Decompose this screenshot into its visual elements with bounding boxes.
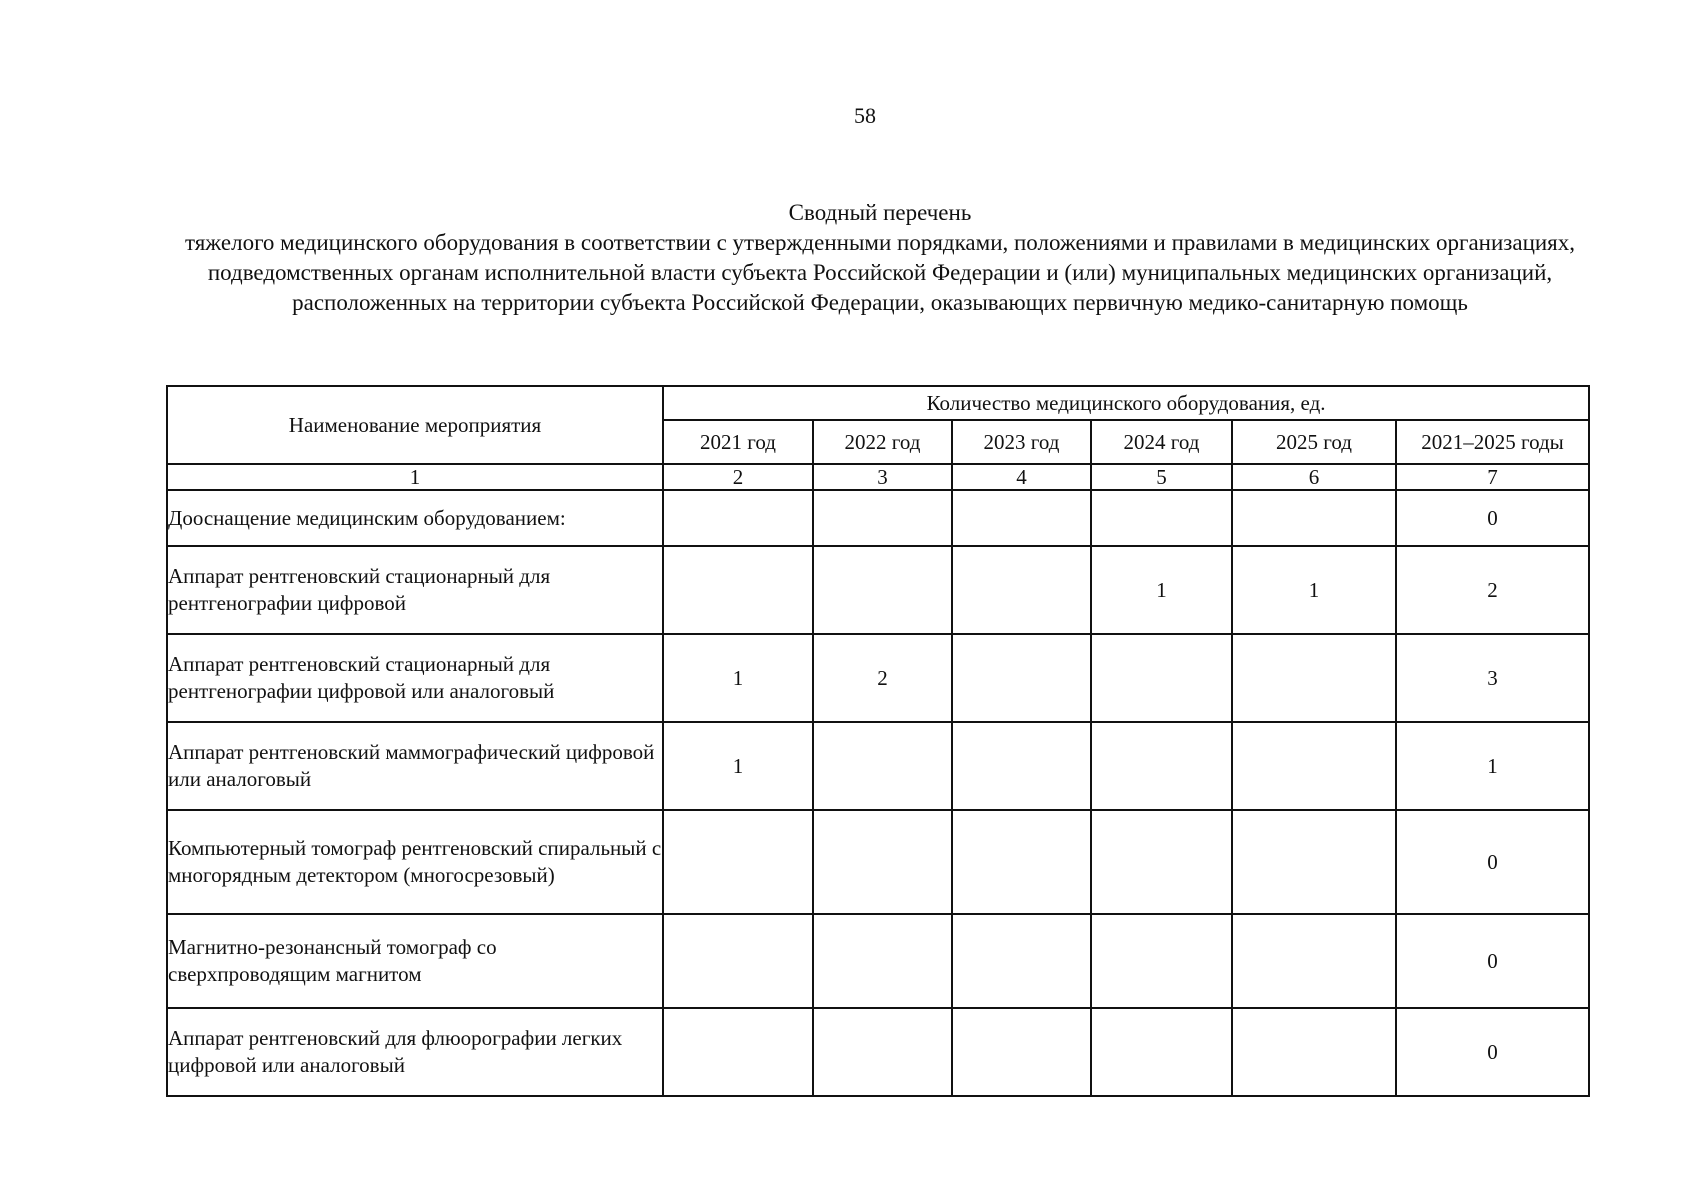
table-row	[167, 1008, 1589, 1096]
cell-total: 2	[1396, 546, 1589, 634]
row-name: Аппарат рентгеновский маммографический цифровой или аналоговый	[167, 722, 663, 810]
table-row	[167, 810, 1589, 914]
cell-2022	[813, 546, 952, 634]
cell-2023	[952, 546, 1091, 634]
cell-2023	[952, 722, 1091, 810]
cell-2024: 1	[1091, 546, 1232, 634]
cell-2022: 2	[813, 634, 952, 722]
row-name: Дооснащение медицинским оборудованием:	[167, 490, 663, 546]
cell-total: 0	[1396, 1008, 1589, 1096]
cell-2021: 1	[663, 722, 813, 810]
table-row	[167, 914, 1589, 1008]
page-number: 58	[854, 103, 876, 128]
cell-2022	[813, 1008, 952, 1096]
cell-total: 0	[1396, 490, 1589, 546]
cell-2021	[663, 490, 813, 546]
cell-2022	[813, 810, 952, 914]
cell-total: 3	[1396, 634, 1589, 722]
cell-2024	[1091, 914, 1232, 1008]
row-name: Аппарат рентгеновский стационарный для рентгенографии цифровой или аналоговый	[167, 634, 663, 722]
cell-2023	[952, 490, 1091, 546]
column-number-row	[167, 464, 1589, 490]
table-row	[167, 546, 1589, 634]
column-number: 4	[952, 464, 1091, 490]
cell-2025: 1	[1232, 546, 1396, 634]
row-name: Магнитно-резонансный томограф со сверхпроводящим магнитом	[167, 914, 663, 1008]
row-name: Компьютерный томограф рентгеновский спиральный с многорядным детектором (многосрезовый)	[167, 810, 663, 914]
cell-2024	[1091, 722, 1232, 810]
cell-2021	[663, 810, 813, 914]
column-number: 1	[167, 464, 663, 490]
cell-2025	[1232, 810, 1396, 914]
cell-2024	[1091, 490, 1232, 546]
table-row	[167, 490, 1589, 546]
cell-2025	[1232, 634, 1396, 722]
document-subtitle: тяжелого медицинского оборудования в соответствии с утвержденными порядками, положениями и правилами в медицинских организациях, подведомственных органам исполнительной власти субъекта Российской Федерации и (или) муниципальных медицинских организаций, расположенных на территории субъекта Российской Федерации, оказывающих первичную медико-санитарную помощь	[184, 230, 1576, 315]
column-header-2025: 2025 год	[1232, 420, 1396, 464]
row-name: Аппарат рентгеновский для флюорографии легких цифровой или аналоговый	[167, 1008, 663, 1096]
cell-2025	[1232, 1008, 1396, 1096]
cell-2025	[1232, 914, 1396, 1008]
cell-total: 1	[1396, 722, 1589, 810]
column-header-2023: 2023 год	[952, 420, 1091, 464]
table-row	[167, 722, 1589, 810]
column-number: 7	[1396, 464, 1589, 490]
column-number: 3	[813, 464, 952, 490]
column-number: 2	[663, 464, 813, 490]
cell-2024	[1091, 634, 1232, 722]
cell-2023	[952, 810, 1091, 914]
table-row	[167, 634, 1589, 722]
column-header-2022: 2022 год	[813, 420, 952, 464]
cell-2021	[663, 914, 813, 1008]
cell-total: 0	[1396, 914, 1589, 1008]
cell-2023	[952, 1008, 1091, 1096]
column-header-total: 2021–2025 годы	[1396, 420, 1589, 464]
cell-2021	[663, 546, 813, 634]
column-header-2021: 2021 год	[663, 420, 813, 464]
cell-2024	[1091, 810, 1232, 914]
cell-2022	[813, 914, 952, 1008]
cell-2025	[1232, 722, 1396, 810]
cell-2024	[1091, 1008, 1232, 1096]
column-header-name: Наименование мероприятия	[167, 386, 663, 464]
equipment-table	[166, 385, 1590, 1097]
cell-total: 0	[1396, 810, 1589, 914]
cell-2022	[813, 722, 952, 810]
column-group-header-quantity: Количество медицинского оборудования, ед.	[663, 386, 1589, 420]
document-heading: Сводный перечень	[788, 200, 972, 225]
cell-2022	[813, 490, 952, 546]
column-number: 5	[1091, 464, 1232, 490]
row-name: Аппарат рентгеновский стационарный для рентгенографии цифровой	[167, 546, 663, 634]
cell-2025	[1232, 490, 1396, 546]
cell-2023	[952, 914, 1091, 1008]
column-header-2024: 2024 год	[1091, 420, 1232, 464]
cell-2021	[663, 1008, 813, 1096]
cell-2023	[952, 634, 1091, 722]
column-number: 6	[1232, 464, 1396, 490]
document-title	[170, 198, 1590, 318]
cell-2021: 1	[663, 634, 813, 722]
